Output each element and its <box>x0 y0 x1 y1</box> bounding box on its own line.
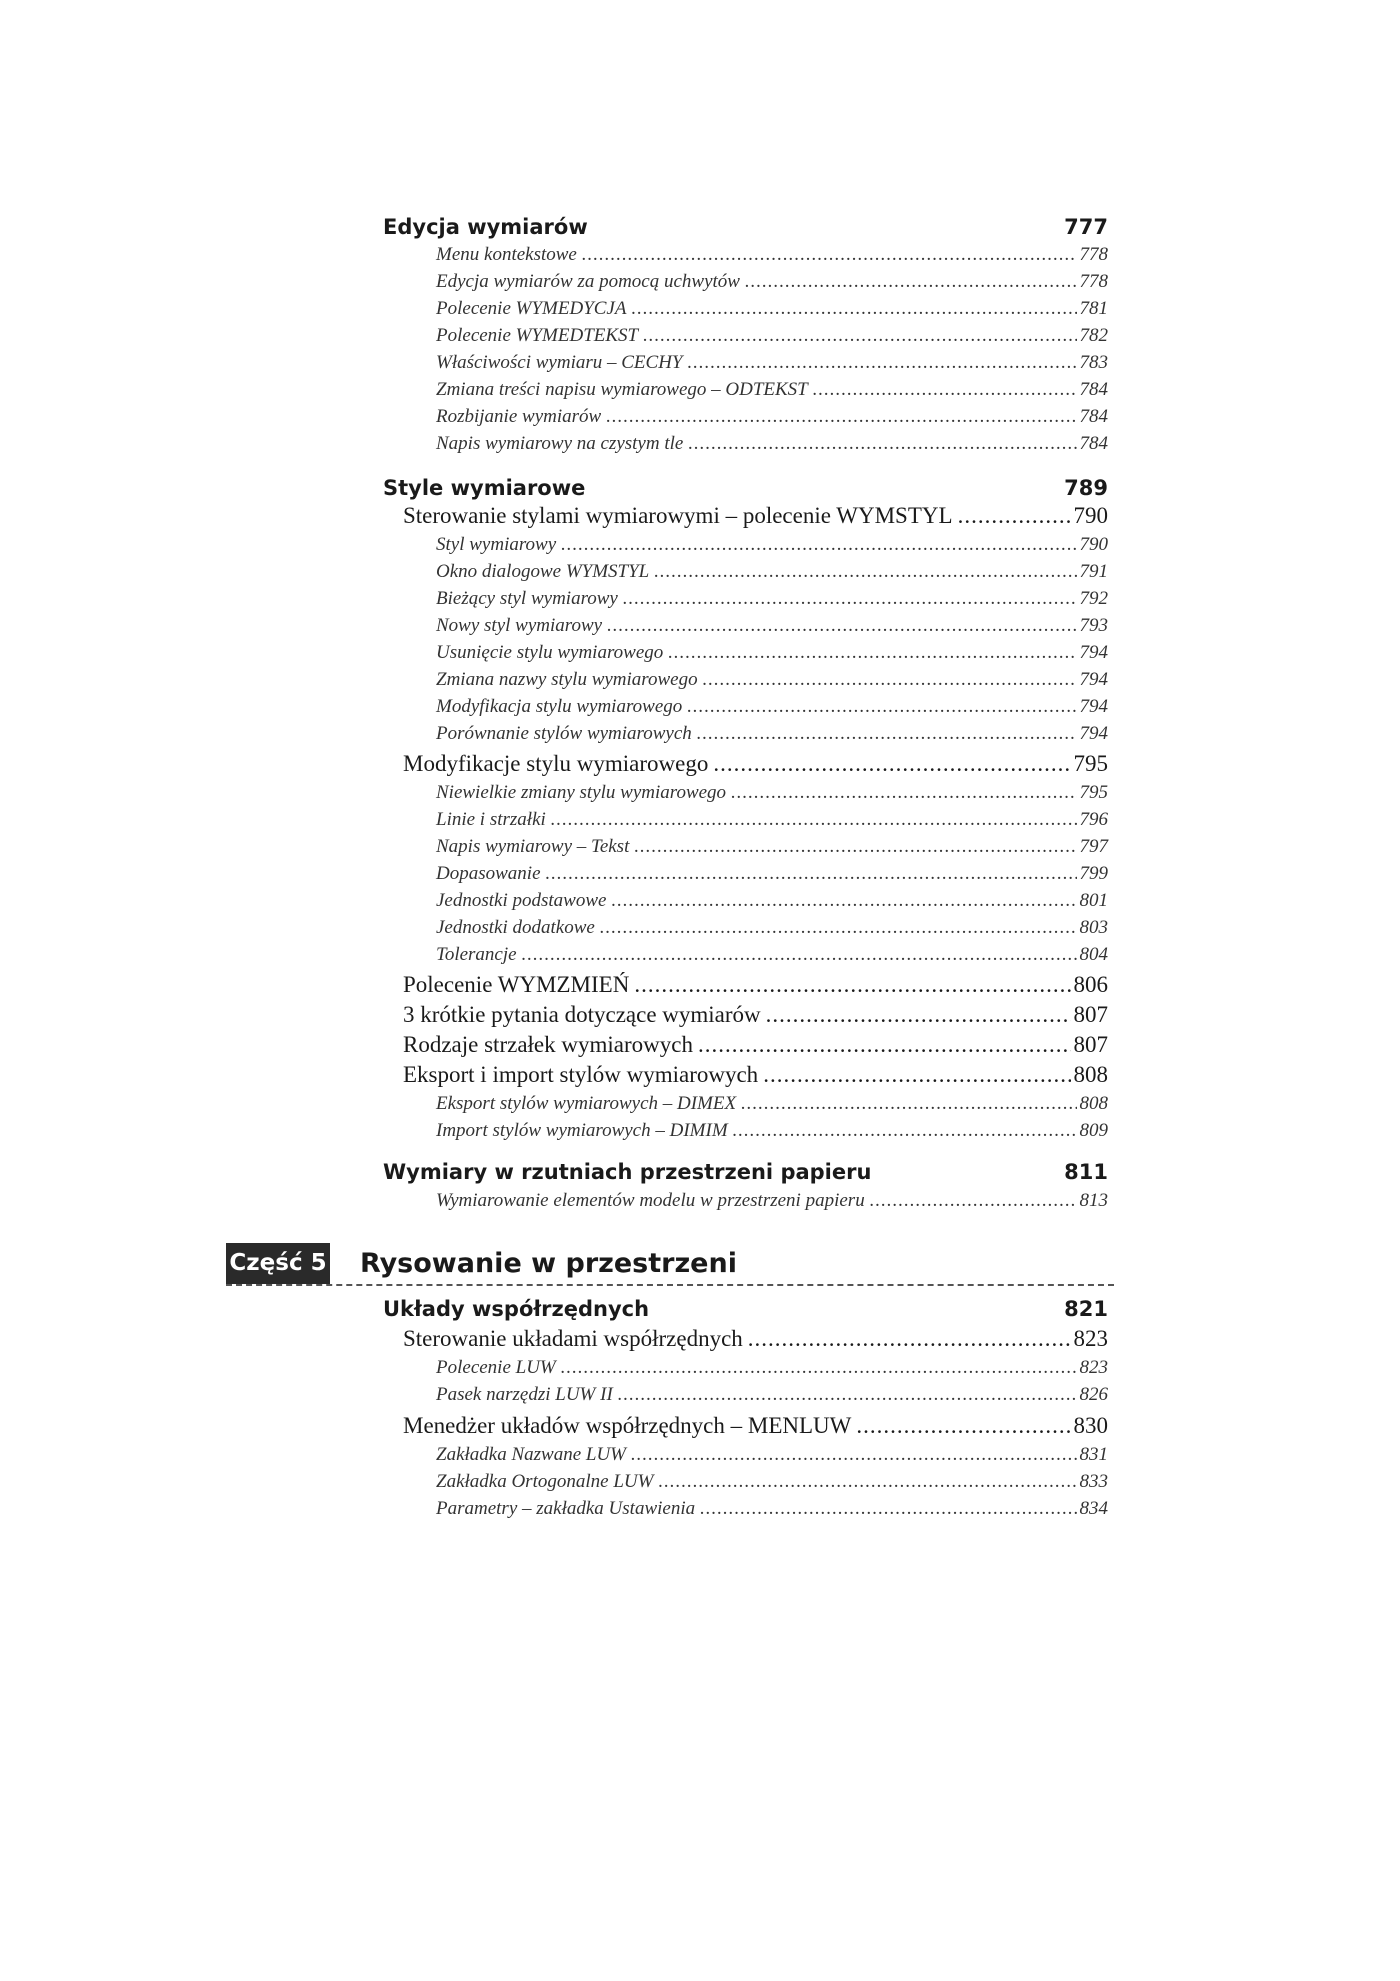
entry-title: Tolerancje <box>436 944 517 965</box>
toc-entry <box>403 1030 1108 1060</box>
toc-subsection <box>0 376 1400 403</box>
toc-subsection <box>0 693 1400 720</box>
entry-title: Modyfikacje stylu wymiarowego <box>403 751 709 776</box>
toc-subsection <box>0 322 1400 349</box>
entry-page-number: 803 <box>1079 917 1108 938</box>
entry-page-number: 790 <box>1073 503 1108 528</box>
dot-leader <box>634 833 1076 860</box>
entry-title: Wymiarowanie elementów modelu w przestrzeni papieru <box>436 1190 865 1211</box>
entry-title: Usunięcie stylu wymiarowego <box>436 642 664 663</box>
toc-subsection <box>0 779 1400 806</box>
toc-entry <box>436 914 1108 941</box>
entry-page-number: 797 <box>1079 836 1108 857</box>
toc-entry <box>436 779 1108 806</box>
entry-title: Modyfikacja stylu wymiarowego <box>436 696 683 717</box>
dot-leader <box>546 860 1077 887</box>
toc-entry <box>436 1354 1108 1381</box>
entry-title: Porównanie stylów wymiarowych <box>436 723 692 744</box>
part-divider <box>226 1284 1114 1286</box>
entry-page-number: 783 <box>1079 352 1108 373</box>
toc-entry <box>436 585 1108 612</box>
dot-leader <box>654 558 1076 585</box>
toc-section <box>0 1324 1400 1354</box>
entry-page-number: 784 <box>1079 433 1108 454</box>
toc-chapter <box>0 473 1400 503</box>
dot-leader <box>643 322 1076 349</box>
entry-title: Napis wymiarowy – Tekst <box>436 836 630 857</box>
dot-leader <box>668 639 1076 666</box>
entry-page-number: 794 <box>1079 669 1108 690</box>
toc-entry <box>403 1000 1108 1030</box>
entry-page-number: 833 <box>1079 1471 1108 1492</box>
entry-page-number: 790 <box>1079 534 1108 555</box>
dot-leader <box>813 376 1077 403</box>
toc-subsection <box>0 1381 1400 1408</box>
entry-page-number: 807 <box>1073 1002 1108 1027</box>
entry-title: Polecenie WYMZMIEŃ <box>403 972 630 997</box>
toc-entry <box>436 295 1108 322</box>
toc-entry <box>436 860 1108 887</box>
chapter-page-number: 777 <box>1064 215 1108 239</box>
toc-entry <box>436 322 1108 349</box>
entry-title: Polecenie WYMEDTEKST <box>436 325 639 346</box>
toc-subsection <box>0 612 1400 639</box>
dot-leader <box>856 1411 1070 1441</box>
toc-entry <box>436 612 1108 639</box>
dot-leader <box>606 403 1076 430</box>
toc-section <box>0 749 1400 779</box>
dot-leader <box>703 666 1077 693</box>
entry-page-number: 795 <box>1073 751 1108 776</box>
entry-page-number: 806 <box>1073 972 1108 997</box>
entry-title: Eksport stylów wymiarowych – DIMEX <box>436 1093 737 1114</box>
chapter-page-number: 811 <box>1064 1160 1108 1184</box>
entry-title: Bieżący styl wymiarowy <box>436 588 618 609</box>
entry-page-number: 834 <box>1079 1498 1108 1519</box>
entry-title: Eksport i import stylów wymiarowych <box>403 1062 759 1087</box>
entry-page-number: 784 <box>1079 406 1108 427</box>
chapter-title: Edycja wymiarów <box>383 215 588 239</box>
dot-leader <box>698 1030 1071 1060</box>
toc-entry <box>436 693 1108 720</box>
entry-page-number: 823 <box>1073 1326 1108 1351</box>
toc-subsection <box>0 941 1400 968</box>
dot-leader <box>741 1090 1076 1117</box>
entry-title: Rodzaje strzałek wymiarowych <box>403 1032 693 1057</box>
entry-page-number: 796 <box>1079 809 1108 830</box>
dot-leader <box>631 1441 1077 1468</box>
entry-title: Niewielkie zmiany stylu wymiarowego <box>436 782 727 803</box>
dot-leader <box>634 970 1070 1000</box>
dot-leader <box>618 1381 1077 1408</box>
entry-title: 3 krótkie pytania dotyczące wymiarów <box>403 1002 761 1027</box>
dot-leader <box>631 295 1076 322</box>
toc-subsection <box>0 666 1400 693</box>
entry-page-number: 791 <box>1079 561 1108 582</box>
entry-title: Napis wymiarowy na czystym tle <box>436 433 684 454</box>
toc-subsection <box>0 1090 1400 1117</box>
dot-leader <box>607 612 1076 639</box>
toc-section <box>0 970 1400 1000</box>
entry-title: Jednostki podstawowe <box>436 890 607 911</box>
entry-page-number: 784 <box>1079 379 1108 400</box>
dot-leader <box>958 501 1071 531</box>
dot-leader <box>522 941 1077 968</box>
entry-title: Edycja wymiarów za pomocą uchwytów <box>436 271 740 292</box>
dot-leader <box>700 1495 1076 1522</box>
chapter-title: Wymiary w rzutniach przestrzeni papieru <box>383 1160 872 1184</box>
toc-section <box>0 1000 1400 1030</box>
dot-leader <box>733 1117 1077 1144</box>
entry-title: Menu kontekstowe <box>436 244 577 265</box>
entry-title: Zmiana treści napisu wymiarowego – ODTEKST <box>436 379 808 400</box>
dot-leader <box>748 1324 1071 1354</box>
toc-subsection <box>0 349 1400 376</box>
toc-entry <box>436 403 1108 430</box>
toc-subsection <box>0 1468 1400 1495</box>
entry-page-number: 808 <box>1073 1062 1108 1087</box>
toc-subsection <box>0 1441 1400 1468</box>
toc-entry <box>436 531 1108 558</box>
toc-entry <box>436 1187 1108 1214</box>
toc-chapter <box>0 212 1400 242</box>
entry-title: Zakładka Nazwane LUW <box>436 1444 626 1465</box>
entry-page-number: 830 <box>1073 1413 1108 1438</box>
toc-subsection <box>0 1495 1400 1522</box>
entry-title: Zmiana nazwy stylu wymiarowego <box>436 669 698 690</box>
toc-subsection <box>0 1187 1400 1214</box>
toc-entry <box>403 501 1108 531</box>
entry-page-number: 794 <box>1079 696 1108 717</box>
entry-title: Sterowanie układami współrzędnych <box>403 1326 743 1351</box>
dot-leader <box>623 585 1077 612</box>
entry-title: Pasek narzędzi LUW II <box>436 1384 613 1405</box>
dot-leader <box>697 720 1077 747</box>
toc-entry <box>436 376 1108 403</box>
toc-entry <box>436 806 1108 833</box>
toc-entry <box>403 1324 1108 1354</box>
entry-title: Polecenie LUW <box>436 1357 556 1378</box>
toc-entry <box>436 1090 1108 1117</box>
toc-entry <box>403 749 1108 779</box>
toc-subsection <box>0 914 1400 941</box>
entry-title: Linie i strzałki <box>436 809 546 830</box>
part-title: Rysowanie w przestrzeni <box>360 1248 737 1279</box>
toc-subsection <box>0 531 1400 558</box>
toc-subsection <box>0 585 1400 612</box>
entry-page-number: 801 <box>1079 890 1108 911</box>
entry-page-number: 793 <box>1079 615 1108 636</box>
toc-entry <box>436 1441 1108 1468</box>
toc-entry <box>436 639 1108 666</box>
dot-leader <box>745 268 1077 295</box>
toc-section <box>0 1030 1400 1060</box>
toc-subsection <box>0 241 1400 268</box>
toc-subsection <box>0 860 1400 887</box>
dot-leader <box>687 349 1076 376</box>
dot-leader <box>551 806 1077 833</box>
toc-subsection <box>0 1117 1400 1144</box>
entry-page-number: 792 <box>1079 588 1108 609</box>
entry-title: Dopasowanie <box>436 863 541 884</box>
dot-leader <box>763 1060 1070 1090</box>
toc-subsection <box>0 295 1400 322</box>
dot-leader <box>582 241 1077 268</box>
toc-chapter <box>0 1157 1400 1187</box>
entry-page-number: 782 <box>1079 325 1108 346</box>
toc-entry <box>436 430 1108 457</box>
toc-entry <box>436 268 1108 295</box>
toc-subsection <box>0 1354 1400 1381</box>
chapter-title: Układy współrzędnych <box>383 1297 650 1321</box>
entry-page-number: 808 <box>1079 1093 1108 1114</box>
part-badge: Część 5 <box>226 1243 330 1284</box>
toc-subsection <box>0 403 1400 430</box>
entry-title: Jednostki dodatkowe <box>436 917 595 938</box>
entry-page-number: 794 <box>1079 723 1108 744</box>
toc-entry <box>436 833 1108 860</box>
toc-subsection <box>0 806 1400 833</box>
toc-subsection <box>0 558 1400 585</box>
toc-chapter <box>0 1294 1400 1324</box>
entry-title: Menedżer układów współrzędnych – MENLUW <box>403 1413 852 1438</box>
dot-leader <box>600 914 1077 941</box>
entry-page-number: 778 <box>1079 244 1108 265</box>
dot-leader <box>870 1187 1077 1214</box>
entry-page-number: 826 <box>1079 1384 1108 1405</box>
entry-title: Sterowanie stylami wymiarowymi – polecenie WYMSTYL <box>403 503 953 528</box>
dot-leader <box>611 887 1076 914</box>
toc-entry <box>403 970 1108 1000</box>
toc-entry <box>436 887 1108 914</box>
toc-subsection <box>0 639 1400 666</box>
entry-title: Parametry – zakładka Ustawienia <box>436 1498 696 1519</box>
dot-leader <box>687 693 1076 720</box>
entry-page-number: 781 <box>1079 298 1108 319</box>
entry-page-number: 799 <box>1079 863 1108 884</box>
toc-entry <box>436 1495 1108 1522</box>
dot-leader <box>731 779 1076 806</box>
entry-page-number: 831 <box>1079 1444 1108 1465</box>
entry-title: Nowy styl wymiarowy <box>436 615 603 636</box>
entry-title: Import stylów wymiarowych – DIMIM <box>436 1120 728 1141</box>
toc-section <box>0 1060 1400 1090</box>
entry-title: Rozbijanie wymiarów <box>436 406 602 427</box>
entry-page-number: 778 <box>1079 271 1108 292</box>
toc-entry <box>436 941 1108 968</box>
toc-section <box>0 1411 1400 1441</box>
chapter-page-number: 821 <box>1064 1297 1108 1321</box>
dot-leader <box>561 531 1076 558</box>
toc-entry <box>403 1060 1108 1090</box>
entry-title: Zakładka Ortogonalne LUW <box>436 1471 654 1492</box>
toc-section <box>0 501 1400 531</box>
chapter-page-number: 789 <box>1064 476 1108 500</box>
toc-entry <box>436 1468 1108 1495</box>
toc-entry <box>436 241 1108 268</box>
toc-subsection <box>0 430 1400 457</box>
entry-title: Okno dialogowe WYMSTYL <box>436 561 650 582</box>
entry-page-number: 809 <box>1079 1120 1108 1141</box>
dot-leader <box>713 749 1070 779</box>
toc-entry <box>436 349 1108 376</box>
toc-subsection <box>0 833 1400 860</box>
dot-leader <box>688 430 1076 457</box>
entry-page-number: 807 <box>1073 1032 1108 1057</box>
toc-entry <box>403 1411 1108 1441</box>
entry-title: Styl wymiarowy <box>436 534 557 555</box>
entry-page-number: 794 <box>1079 642 1108 663</box>
dot-leader <box>561 1354 1077 1381</box>
entry-page-number: 813 <box>1079 1190 1108 1211</box>
toc-subsection <box>0 268 1400 295</box>
entry-page-number: 804 <box>1079 944 1108 965</box>
entry-title: Polecenie WYMEDYCJA <box>436 298 627 319</box>
entry-page-number: 823 <box>1079 1357 1108 1378</box>
dot-leader <box>766 1000 1071 1030</box>
toc-entry <box>436 1117 1108 1144</box>
toc-subsection <box>0 887 1400 914</box>
toc-entry <box>436 720 1108 747</box>
entry-page-number: 795 <box>1079 782 1108 803</box>
chapter-title: Style wymiarowe <box>383 476 586 500</box>
entry-title: Właściwości wymiaru – CECHY <box>436 352 683 373</box>
toc-entry <box>436 666 1108 693</box>
toc-subsection <box>0 720 1400 747</box>
toc-entry <box>436 1381 1108 1408</box>
dot-leader <box>658 1468 1076 1495</box>
toc-entry <box>436 558 1108 585</box>
